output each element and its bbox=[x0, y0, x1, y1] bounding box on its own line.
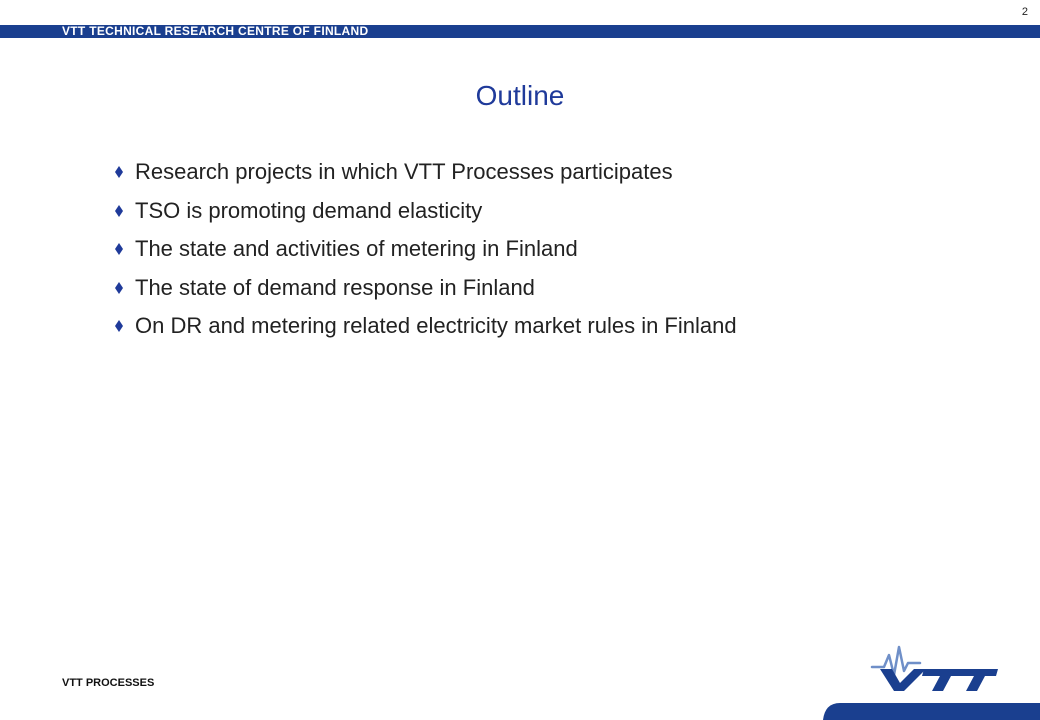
outline-item bbox=[115, 196, 737, 235]
page-number: 2 bbox=[1021, 6, 1028, 18]
outline-item-text: TSO is promoting demand elasticity bbox=[135, 197, 483, 223]
outline-item-text: The state and activities of metering in Finland bbox=[135, 236, 578, 261]
outline-item bbox=[115, 234, 737, 273]
diamond-bullet-icon bbox=[115, 157, 135, 178]
outline-item-text: On DR and metering related electricity market rules in Finland bbox=[135, 313, 737, 338]
header-organization: VTT TECHNICAL RESEARCH CENTRE OF FINLAND bbox=[62, 24, 369, 38]
slide-title: Outline bbox=[475, 80, 565, 111]
outline-item bbox=[115, 273, 737, 312]
diamond-bullet-icon bbox=[115, 311, 135, 332]
diamond-bullet-icon bbox=[115, 234, 135, 255]
footer-corner-shape bbox=[823, 703, 1040, 720]
vtt-logo-icon bbox=[870, 645, 1000, 693]
diamond-bullet-icon bbox=[115, 196, 135, 217]
outline-item-text: Research projects in which VTT Processes participates bbox=[135, 159, 673, 184]
outline-item bbox=[115, 311, 737, 350]
diamond-bullet-icon bbox=[115, 273, 135, 294]
outline-item-text: The state of demand response in Finland bbox=[135, 274, 535, 300]
outline-list bbox=[115, 157, 737, 350]
outline-item bbox=[115, 157, 737, 196]
footer-division: VTT PROCESSES bbox=[62, 677, 155, 689]
